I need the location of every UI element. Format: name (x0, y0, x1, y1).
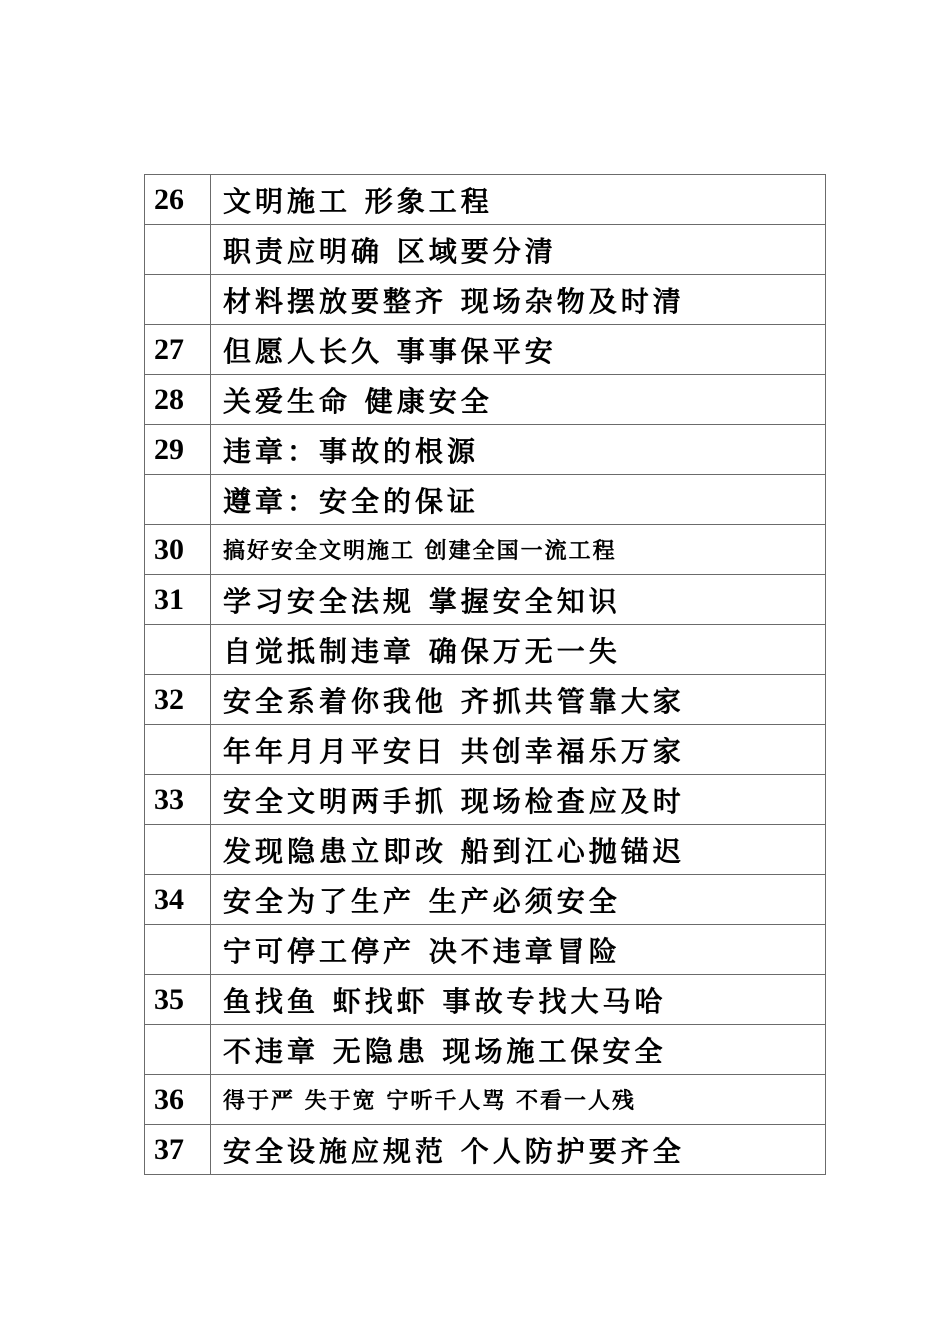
table-row (145, 225, 826, 275)
slogan-text: 发现隐患立即改 船到江心抛锚迟 (211, 825, 826, 875)
row-number: 37 (145, 1125, 211, 1175)
table-row (145, 975, 826, 1025)
table-row (145, 175, 826, 225)
row-number: 34 (145, 875, 211, 925)
slogan-text: 搞好安全文明施工 创建全国一流工程 (211, 525, 826, 575)
row-number (145, 275, 211, 325)
slogan-text: 安全系着你我他 齐抓共管靠大家 (211, 675, 826, 725)
row-number: 29 (145, 425, 211, 475)
slogan-text: 安全为了生产 生产必须安全 (211, 875, 826, 925)
row-number: 33 (145, 775, 211, 825)
table-row (145, 675, 826, 725)
slogan-text: 材料摆放要整齐 现场杂物及时清 (211, 275, 826, 325)
slogan-text: 学习安全法规 掌握安全知识 (211, 575, 826, 625)
table-row (145, 1125, 826, 1175)
slogan-text: 文明施工 形象工程 (211, 175, 826, 225)
row-number: 30 (145, 525, 211, 575)
row-number (145, 625, 211, 675)
row-number (145, 1025, 211, 1075)
slogan-text: 自觉抵制违章 确保万无一失 (211, 625, 826, 675)
row-number: 32 (145, 675, 211, 725)
row-number (145, 475, 211, 525)
table-row (145, 725, 826, 775)
table-row (145, 425, 826, 475)
slogan-text: 鱼找鱼 虾找虾 事故专找大马哈 (211, 975, 826, 1025)
row-number: 31 (145, 575, 211, 625)
table-row (145, 1075, 826, 1125)
table-row (145, 475, 826, 525)
row-number: 36 (145, 1075, 211, 1125)
slogan-text: 遵章：安全的保证 (211, 475, 826, 525)
slogan-table-body (145, 175, 826, 1175)
slogan-text: 不违章 无隐患 现场施工保安全 (211, 1025, 826, 1075)
row-number (145, 725, 211, 775)
slogan-table (144, 174, 826, 1175)
row-number (145, 225, 211, 275)
row-number (145, 925, 211, 975)
slogan-text: 年年月月平安日 共创幸福乐万家 (211, 725, 826, 775)
slogan-text: 违章：事故的根源 (211, 425, 826, 475)
table-row (145, 875, 826, 925)
table-row (145, 325, 826, 375)
slogan-text: 职责应明确 区域要分清 (211, 225, 826, 275)
slogan-text: 宁可停工停产 决不违章冒险 (211, 925, 826, 975)
table-row (145, 825, 826, 875)
table-row (145, 1025, 826, 1075)
slogan-text: 得于严 失于宽 宁听千人骂 不看一人残 (211, 1075, 826, 1125)
row-number: 26 (145, 175, 211, 225)
row-number: 27 (145, 325, 211, 375)
slogan-text: 安全文明两手抓 现场检查应及时 (211, 775, 826, 825)
slogan-text: 关爱生命 健康安全 (211, 375, 826, 425)
table-row (145, 575, 826, 625)
table-row (145, 375, 826, 425)
table-row (145, 525, 826, 575)
row-number: 28 (145, 375, 211, 425)
table-row (145, 925, 826, 975)
slogan-text: 安全设施应规范 个人防护要齐全 (211, 1125, 826, 1175)
table-row (145, 275, 826, 325)
slogan-text: 但愿人长久 事事保平安 (211, 325, 826, 375)
row-number: 35 (145, 975, 211, 1025)
table-row (145, 775, 826, 825)
row-number (145, 825, 211, 875)
table-row (145, 625, 826, 675)
